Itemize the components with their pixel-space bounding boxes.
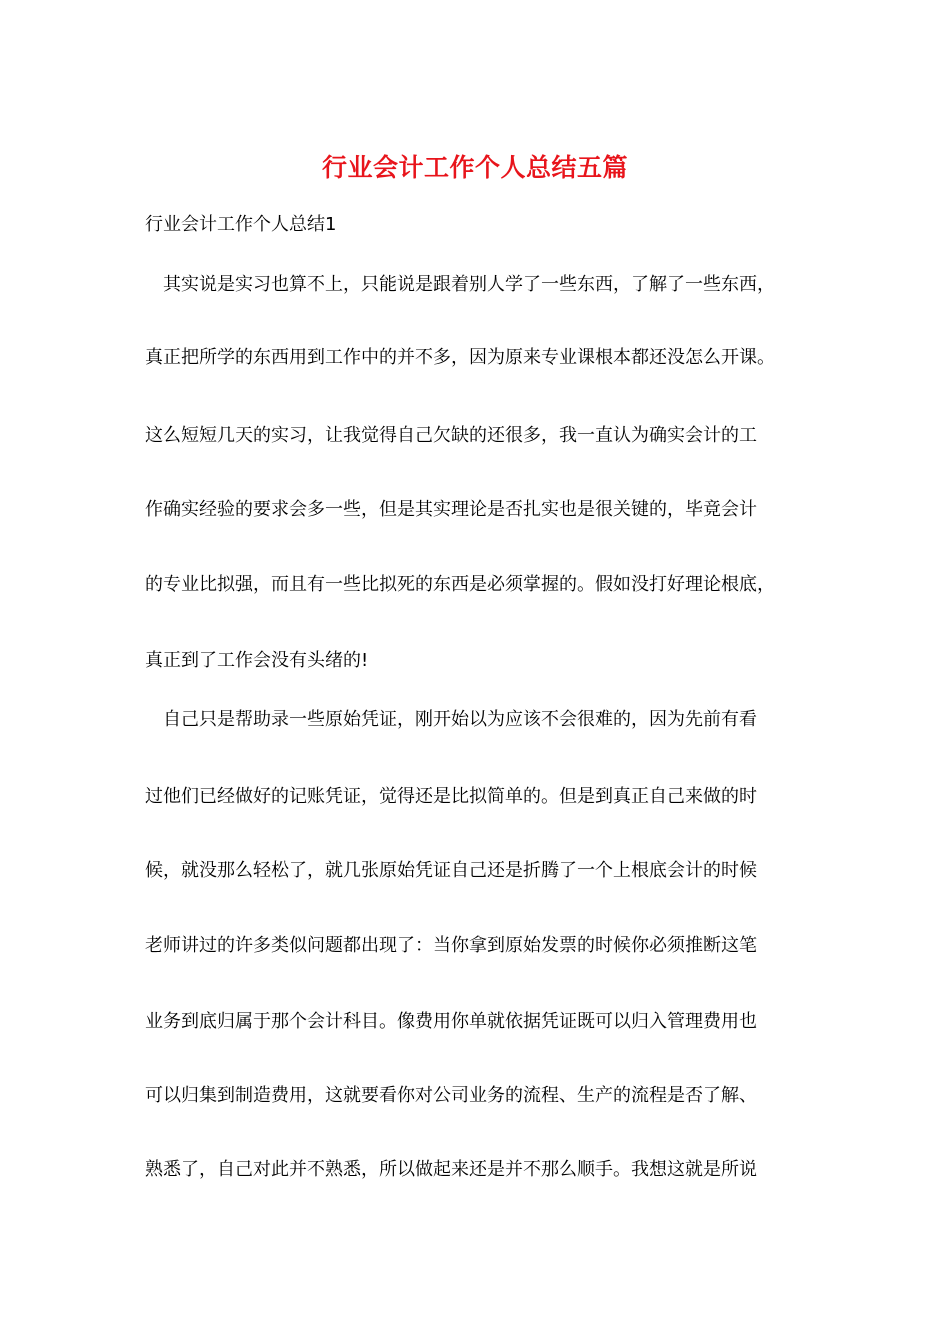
body-line: 的专业比拟强，而且有一些比拟死的东西是必须掌握的。假如没打好理论根底， [145, 574, 775, 595]
body-line: 可以归集到制造费用，这就要看你对公司业务的流程、生产的流程是否了解、 [145, 1085, 757, 1106]
document-title: 行业会计工作个人总结五篇 [321, 153, 628, 182]
section-heading: 行业会计工作个人总结1 [145, 214, 337, 235]
body-line: 业务到底归属于那个会计科目。像费用你单就依据凭证既可以归入管理费用也 [145, 1011, 757, 1032]
body-line: 老师讲过的许多类似问题都出现了：当你拿到原始发票的时候你必须推断这笔 [145, 935, 757, 956]
body-line: 这么短短几天的实习，让我觉得自己欠缺的还很多，我一直认为确实会计的工 [145, 425, 757, 446]
body-line: 其实说是实习也算不上，只能说是跟着别人学了一些东西，了解了一些东西， [145, 274, 775, 295]
body-line: 真正到了工作会没有头绪的! [145, 650, 369, 671]
body-line: 真正把所学的东西用到工作中的并不多，因为原来专业课根本都还没怎么开课。 [145, 347, 775, 368]
body-line: 自己只是帮助录一些原始凭证，刚开始以为应该不会很难的，因为先前有看 [145, 709, 757, 730]
body-line: 作确实经验的要求会多一些，但是其实理论是否扎实也是很关键的，毕竟会计 [145, 499, 757, 520]
body-line: 熟悉了，自己对此并不熟悉，所以做起来还是并不那么顺手。我想这就是所说 [145, 1159, 757, 1180]
body-line: 候，就没那么轻松了，就几张原始凭证自己还是折腾了一个上根底会计的时候 [145, 860, 757, 881]
body-line: 过他们已经做好的记账凭证，觉得还是比拟简单的。但是到真正自己来做的时 [145, 786, 757, 807]
